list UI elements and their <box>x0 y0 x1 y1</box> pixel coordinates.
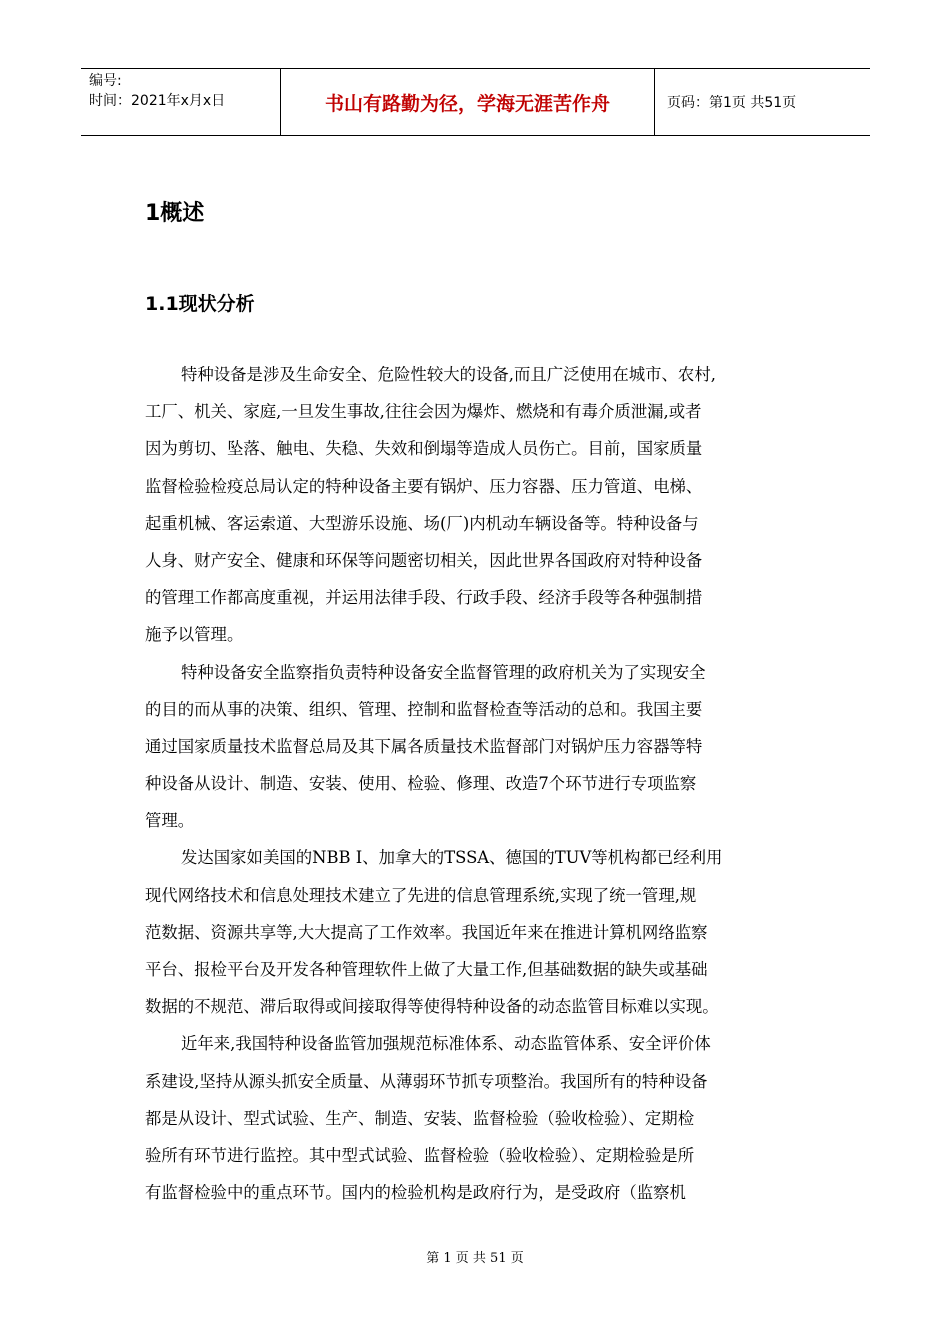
text-line: 范数据、资源共享等,大大提高了工作效率。我国近年来在推进计算机网络监察 <box>145 922 708 942</box>
text-line: 人身、财产安全、健康和环保等问题密切相关，因此世界各国政府对特种设备 <box>145 550 703 570</box>
text-line: 系建设,坚持从源头抓安全质量、从薄弱环节抓专项整治。我国所有的特种设备 <box>145 1071 708 1091</box>
text-line: 种设备从设计、制造、安装、使用、检验、修理、改造7个环节进行专项监察 <box>145 774 697 794</box>
text-line: 数据的不规范、滞后取得或间接取得等使得特种设备的动态监管目标难以实现。 <box>145 997 719 1017</box>
number-label: 编号: <box>89 73 122 89</box>
text-line: 验所有环节进行监控。其中型式试验、监督检验（验收检验）、定期检验是所 <box>145 1145 695 1165</box>
header-page-info: 页码：第1页 共51页 <box>667 95 797 111</box>
text-line: 发达国家如美国的NBB I、加拿大的TSSA、德国的TUV等机构都已经利用 <box>181 848 723 868</box>
text-line: 特种设备安全监察指负责特种设备安全监督管理的政府机关为了实现安全 <box>181 662 706 682</box>
text-line: 工厂、机关、家庭,一旦发生事故,往往会因为爆炸、燃烧和有毒介质泄漏,或者 <box>145 402 702 422</box>
text-line: 施予以管理。 <box>145 625 244 645</box>
text-line: 特种设备是涉及生命安全、危险性较大的设备,而且广泛使用在城市、农村, <box>181 365 716 384</box>
text-line: 现代网络技术和信息处理技术建立了先进的信息管理系统,实现了统一管理,规 <box>145 885 697 905</box>
text-line: 的目的而从事的决策、组织、管理、控制和监督检查等活动的总和。我国主要 <box>145 699 703 719</box>
body-text <box>145 356 805 1211</box>
text-line: 有监督检验中的重点环节。国内的检验机构是政府行为，是受政府（监察机 <box>145 1183 686 1203</box>
text-line: 管理。 <box>145 811 195 831</box>
page-header <box>81 68 870 136</box>
text-line: 平台、报检平台及开发各种管理软件上做了大量工作,但基础数据的缺失或基础 <box>145 960 708 979</box>
header-meta-cell <box>81 69 281 135</box>
text-line: 通过国家质量技术监督总局及其下属各质量技术监督部门对锅炉压力容器等特 <box>145 736 703 756</box>
text-line: 的管理工作都高度重视，并运用法律手段、行政手段、经济手段等各种强制措 <box>145 588 703 608</box>
time-label: 时间：2021年x月x日 <box>89 93 226 109</box>
section-heading: 1概述 <box>145 201 205 226</box>
header-motto: 书山有路勤为径，学海无涯苦作舟 <box>281 69 655 135</box>
subsection-heading: 1.1现状分析 <box>145 293 255 315</box>
text-line: 近年来,我国特种设备监管加强规范标准体系、动态监管体系、安全评价体 <box>181 1034 711 1054</box>
text-line: 起重机械、客运索道、大型游乐设施、场(厂)内机动车辆设备等。特种设备与 <box>145 513 699 533</box>
page-footer: 第 1 页 共 51 页 <box>426 1251 524 1266</box>
text-line: 都是从设计、型式试验、生产、制造、安装、监督检验（验收检验）、定期检 <box>145 1108 695 1128</box>
text-line: 监督检验检疫总局认定的特种设备主要有锅炉、压力容器、压力管道、电梯、 <box>145 476 703 496</box>
text-line: 因为剪切、坠落、触电、失稳、失效和倒塌等造成人员伤亡。目前，国家质量 <box>145 439 703 459</box>
